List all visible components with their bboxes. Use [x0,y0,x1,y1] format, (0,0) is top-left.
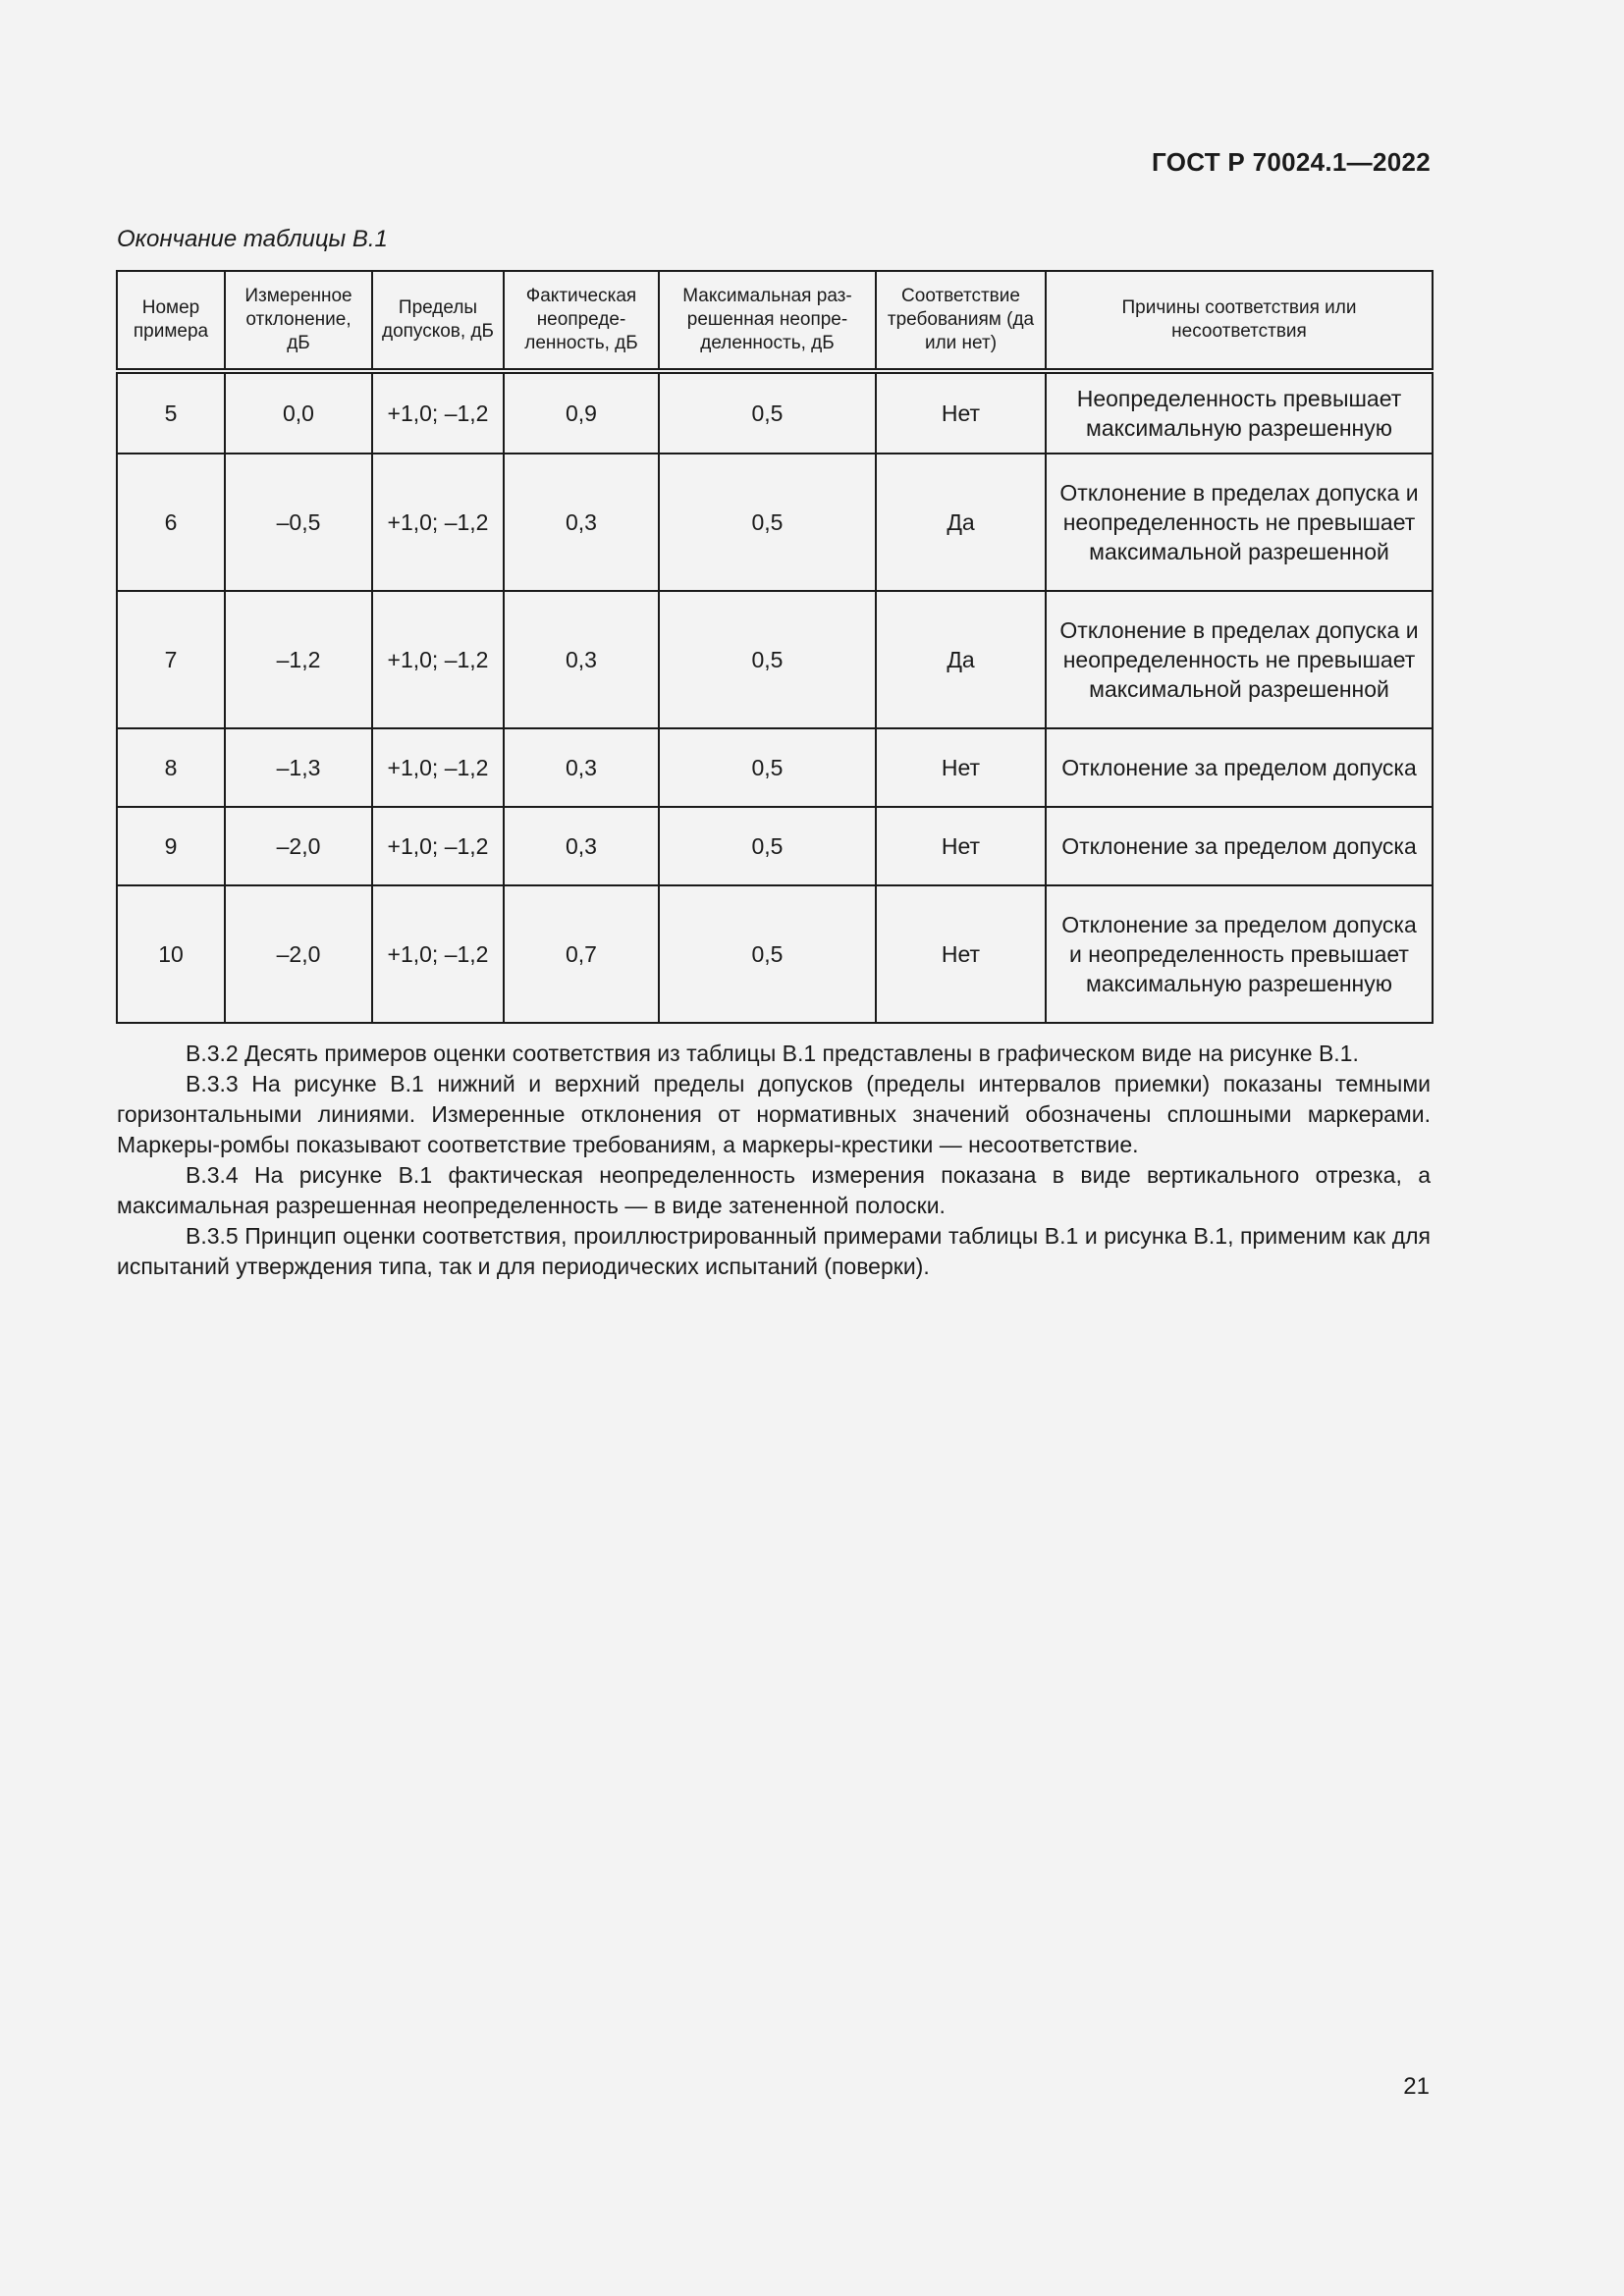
cell-example-number: 7 [117,591,225,728]
cell-example-number: 6 [117,454,225,591]
cell-conformity: Нет [876,728,1046,807]
cell-max-allowed-uncertainty: 0,5 [659,454,876,591]
cell-tolerance-limits: +1,0; –1,2 [372,591,504,728]
cell-measured-deviation: –1,3 [225,728,372,807]
column-header-max-allowed-uncertainty: Максимальная раз-решенная неопре-деленность, дБ [659,271,876,371]
cell-actual-uncertainty: 0,3 [504,728,659,807]
cell-actual-uncertainty: 0,7 [504,885,659,1023]
cell-actual-uncertainty: 0,3 [504,454,659,591]
cell-reason: Отклонение в пределах допуска и неопределенность не превышает максимальной разрешенной [1046,591,1433,728]
table-caption: Окончание таблицы В.1 [117,226,388,252]
cell-conformity: Нет [876,807,1046,885]
table-row [117,807,1433,885]
cell-max-allowed-uncertainty: 0,5 [659,885,876,1023]
cell-measured-deviation: –1,2 [225,591,372,728]
column-header-reasons: Причины соответствия или несоответствия [1046,271,1433,371]
cell-reason: Отклонение за пределом допуска [1046,807,1433,885]
body-text [117,1039,1431,1282]
table-row [117,371,1433,454]
cell-measured-deviation: –2,0 [225,885,372,1023]
column-header-example-number: Номер примера [117,271,225,371]
column-header-conformity: Соответствие требованиям (да или нет) [876,271,1046,371]
column-header-tolerance-limits: Пределы допусков, дБ [372,271,504,371]
cell-actual-uncertainty: 0,9 [504,371,659,454]
page-number: 21 [1403,2073,1430,2100]
paragraph-b-3-4: В.3.4 На рисунке В.1 фактическая неопределенность измерения показана в виде вертикального отрезка, а максимальная разрешенная неопределенность — в виде затененной полоски. [117,1162,1431,1218]
cell-example-number: 5 [117,371,225,454]
cell-tolerance-limits: +1,0; –1,2 [372,885,504,1023]
table-header-row [117,271,1433,371]
table-row [117,454,1433,591]
cell-tolerance-limits: +1,0; –1,2 [372,728,504,807]
paragraph-b-3-3: В.3.3 На рисунке В.1 нижний и верхний пределы допусков (пределы интервалов приемки) показаны темными горизонтальными линиями. Измеренные отклонения от нормативных значений обозначены сплошными маркерами. Маркеры-ромбы показывают соответствие требованиям, а маркеры-крестики — несоответствие. [117,1071,1431,1157]
conformity-table [116,270,1434,1024]
table-row [117,885,1433,1023]
cell-tolerance-limits: +1,0; –1,2 [372,371,504,454]
cell-max-allowed-uncertainty: 0,5 [659,807,876,885]
column-header-actual-uncertainty: Фактическая неопреде-ленность, дБ [504,271,659,371]
document-code: ГОСТ Р 70024.1—2022 [1152,147,1431,177]
cell-conformity: Да [876,454,1046,591]
cell-tolerance-limits: +1,0; –1,2 [372,454,504,591]
cell-actual-uncertainty: 0,3 [504,807,659,885]
cell-reason: Отклонение за пределом допуска и неопределенность превышает максимальную разрешенную [1046,885,1433,1023]
cell-tolerance-limits: +1,0; –1,2 [372,807,504,885]
cell-max-allowed-uncertainty: 0,5 [659,591,876,728]
cell-actual-uncertainty: 0,3 [504,591,659,728]
cell-reason: Отклонение за пределом допуска [1046,728,1433,807]
cell-conformity: Да [876,591,1046,728]
table-row [117,591,1433,728]
cell-reason: Неопределенность превышает максимальную разрешенную [1046,371,1433,454]
cell-max-allowed-uncertainty: 0,5 [659,728,876,807]
paragraph-b-3-5: В.3.5 Принцип оценки соответствия, проиллюстрированный примерами таблицы В.1 и рисунка В.1, применим как для испытаний утверждения типа, так и для периодических испытаний (поверки). [117,1223,1431,1279]
table-row [117,728,1433,807]
cell-measured-deviation: –0,5 [225,454,372,591]
cell-example-number: 10 [117,885,225,1023]
column-header-measured-deviation: Измеренное отклонение, дБ [225,271,372,371]
cell-example-number: 8 [117,728,225,807]
cell-measured-deviation: –2,0 [225,807,372,885]
cell-reason: Отклонение в пределах допуска и неопределенность не превышает максимальной разрешенной [1046,454,1433,591]
cell-max-allowed-uncertainty: 0,5 [659,371,876,454]
cell-measured-deviation: 0,0 [225,371,372,454]
paragraph-b-3-2: В.3.2 Десять примеров оценки соответствия из таблицы В.1 представлены в графическом виде на рисунке В.1. [186,1041,1359,1066]
cell-conformity: Нет [876,371,1046,454]
cell-example-number: 9 [117,807,225,885]
cell-conformity: Нет [876,885,1046,1023]
